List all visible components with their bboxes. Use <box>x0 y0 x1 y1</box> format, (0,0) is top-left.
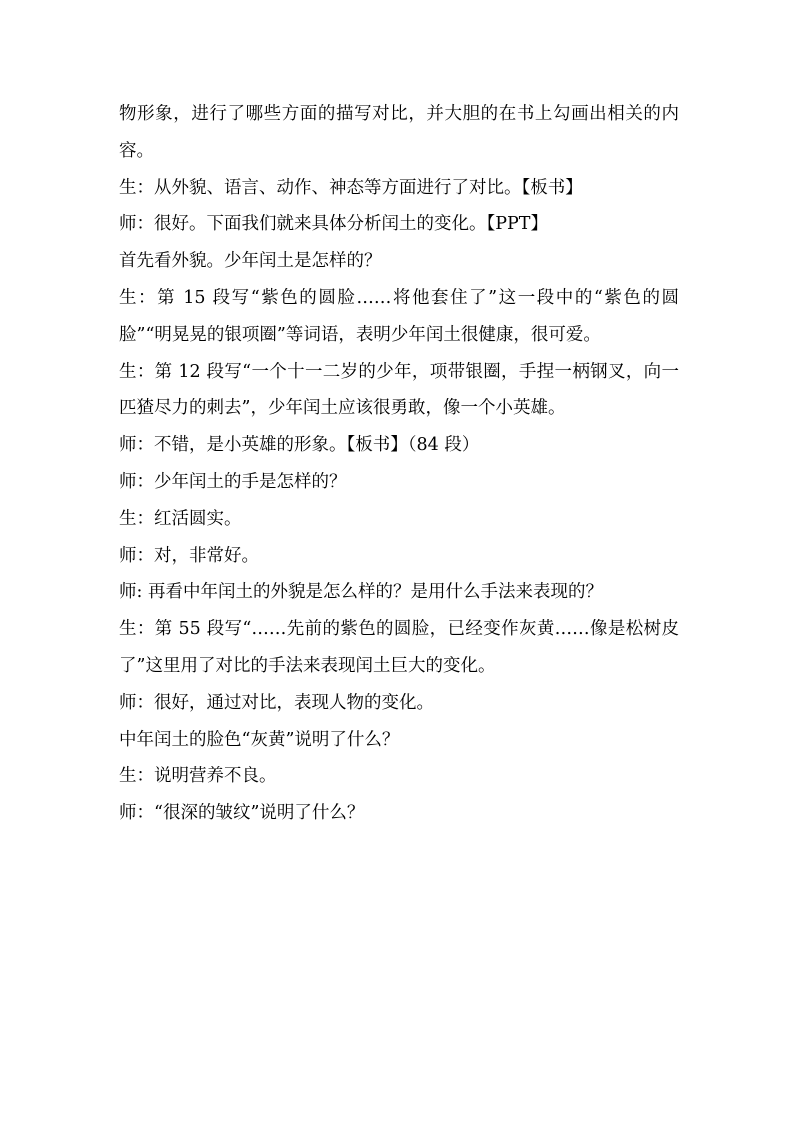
paragraph: 师：少年闰土的手是怎样的？ <box>119 471 347 492</box>
paragraph: 师：不错，是小英雄的形象。【板书】（84 段） <box>119 435 480 456</box>
paragraph: 生：第 15 段写“紫色的圆脸……将他套住了”这一段中的“紫色的圆脸”“明晃晃的银项圈”等词语，表明少年闰土很健康，很可爱。 <box>119 287 679 345</box>
paragraph: 师：很好。下面我们就来具体分析闰土的变化。【PPT】 <box>119 214 548 235</box>
paragraph: 生：第 12 段写“一个十一二岁的少年，项带银圈，手捏一柄钢叉，向一匹猹尽力的刺去”，少年闰土应该很勇敢，像一个小英雄。 <box>119 361 679 419</box>
document-body <box>119 96 679 832</box>
paragraph: 生：说明营养不良。 <box>119 766 277 787</box>
paragraph: 师：对，非常好。 <box>119 545 259 566</box>
paragraph: 物形象，进行了哪些方面的描写对比，并大胆的在书上勾画出相关的内容。 <box>119 104 679 161</box>
paragraph: 生：从外貌、语言、动作、神态等方面进行了对比。【板书】 <box>119 177 583 198</box>
paragraph: 师：“很深的皱纹”说明了什么？ <box>119 803 365 824</box>
paragraph: 生：红活圆实。 <box>119 508 242 529</box>
paragraph: 师：很好，通过对比，表现人物的变化。 <box>119 692 434 713</box>
paragraph: 中年闰土的脸色“灰黄”说明了什么？ <box>119 729 400 750</box>
paragraph: 师: 再看中年闰土的外貌是怎么样的？是用什么手法来表现的？ <box>119 582 603 603</box>
paragraph: 生：第 55 段写“……先前的紫色的圆脸，已经变作灰黄……像是松树皮了”这里用了对比的手法来表现闰土巨大的变化。 <box>119 619 679 676</box>
paragraph: 首先看外貌。少年闰土是怎样的？ <box>119 251 382 272</box>
